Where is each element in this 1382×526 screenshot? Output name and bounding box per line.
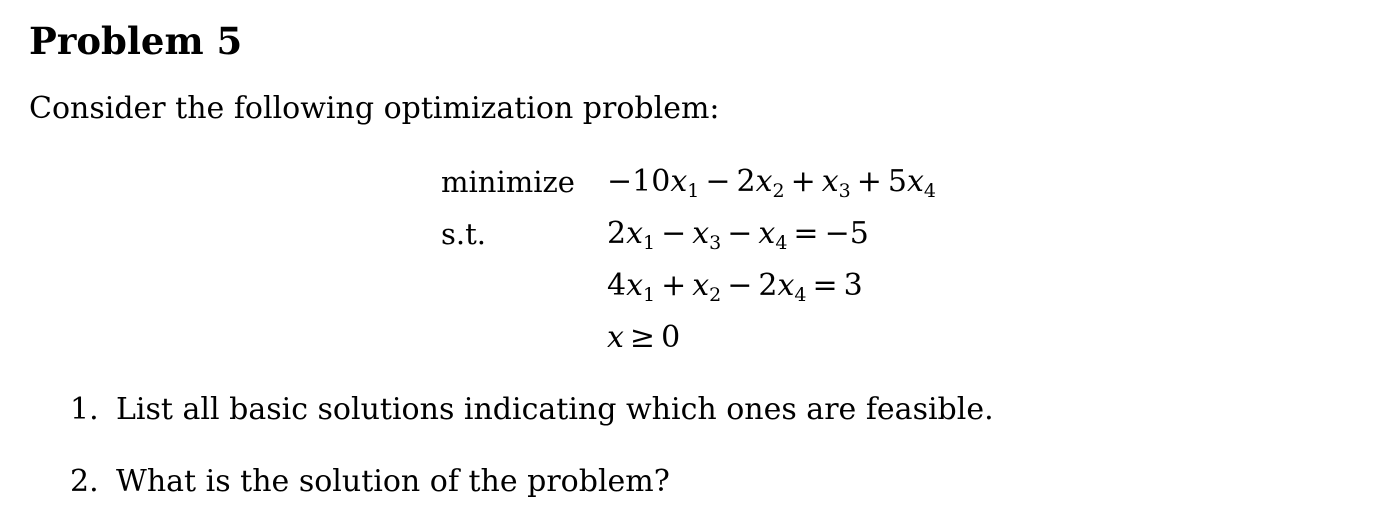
question-2-text: What is the solution of the problem? (116, 464, 670, 499)
objective-function: $-10x_1 - 2x_2 + x_3 + 5x_4$ (607, 164, 936, 202)
question-1 (70, 389, 994, 431)
problem-title: Problem 5 (29, 19, 243, 63)
problem-intro: Consider the following optimization problem: (29, 91, 720, 126)
objective-keyword: minimize (441, 165, 575, 199)
question-2 (70, 461, 670, 503)
question-1-number: 1. (70, 392, 99, 427)
question-2-number: 2. (70, 464, 99, 499)
constraint-nonnegativity: x ≥ 0 (607, 320, 681, 355)
constraint-keyword: s.t. (441, 217, 486, 251)
question-1-text: List all basic solutions indicating which ones are feasible. (116, 392, 994, 427)
constraint-1: $2x_1 - x_3 - x_4 = -5$ (607, 216, 869, 254)
constraint-2: $4x_1 + x_2 - 2x_4 = 3$ (607, 268, 863, 306)
